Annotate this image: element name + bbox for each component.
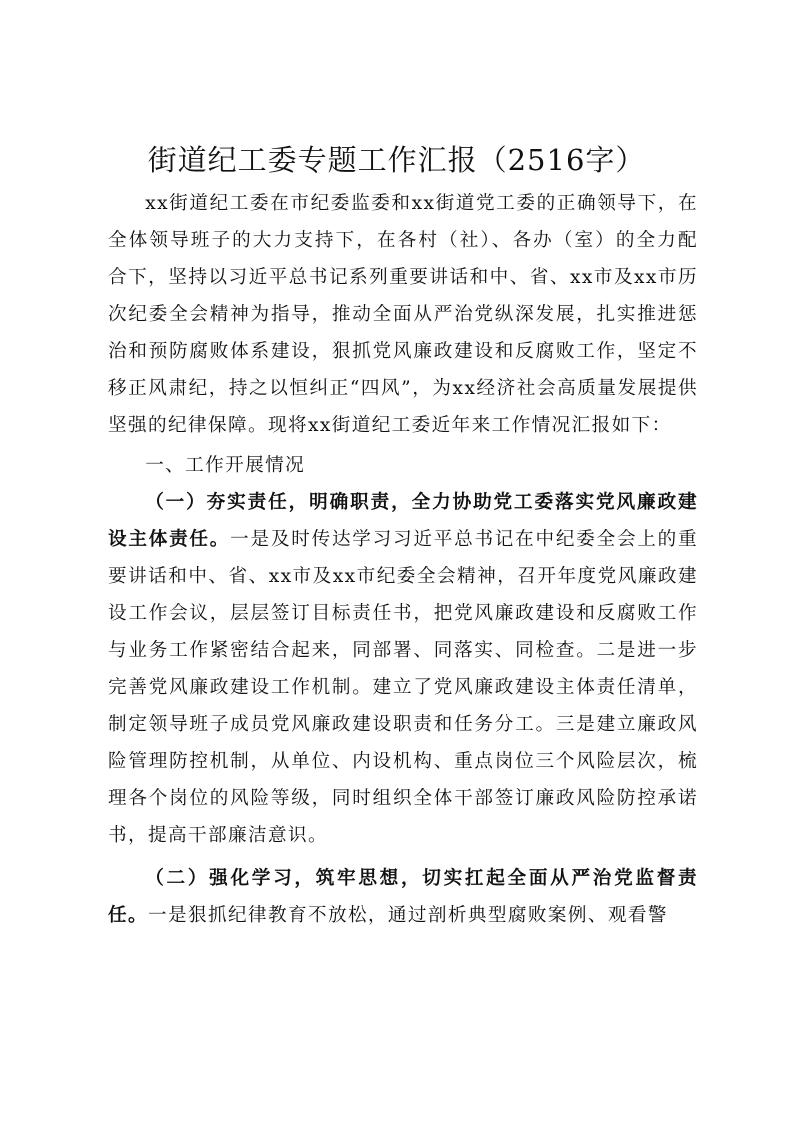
item-1-paragraph: [108, 484, 698, 854]
item-2-body: 一是狠抓纪律教育不放松，通过剖析典型腐败案例、观看警: [148, 905, 668, 926]
document-title: 街道纪工委专题工作汇报（2516字）: [147, 143, 646, 177]
intro-paragraph: xx街道纪工委在市纪委监委和xx街道党工委的正确领导下，在全体领导班子的大力支持下，在各村（社）、各办（室）的全力配合下，坚持以习近平总书记系列重要讲话和中、省、xx市及xx市历次纪委全会精神为指导，推动全面从严治党纵深发展，扎实推进惩治和预防腐败体系建设，狠抓党风廉政建设和反腐败工作，坚定不移正风肃纪，持之以恒纠正“四风”，为xx经济社会高质量发展提供坚强的纪律保障。现将xx街道纪工委近年来工作情况汇报如下：: [108, 193, 698, 436]
item-1-body: 一是及时传达学习习近平总书记在中纪委全会上的重要讲话和中、省、xx市及xx市纪委全会精神，召开年度党风廉政建设工作会议，层层签订目标责任书，把党风廉政建设和反腐败工作与业务工作紧密结合起来，同部署、同落实、同检查。二是进一步完善党风廉政建设工作机制。建立了党风廉政建设主体责任清单，制定领导班子成员党风廉政建设职责和任务分工。三是建立廉政风险管理防控机制，从单位、内设机构、重点岗位三个风险层次，梳理各个岗位的风险等级，同时组织全体干部签订廉政风险防控承诺书，提高干部廉洁意识。: [108, 529, 699, 846]
section-heading-1: 一、工作开展情况: [145, 455, 306, 476]
item-2-lead: （二）强化学习，筑牢思想，切实扛起全面从严治党监督责任。: [108, 868, 698, 926]
document-body: [108, 185, 698, 934]
item-1-lead: （一）夯实责任，明确职责，全力协助党工委落实党风廉政建设主体责任。: [108, 492, 698, 550]
item-2-paragraph: [108, 860, 698, 934]
